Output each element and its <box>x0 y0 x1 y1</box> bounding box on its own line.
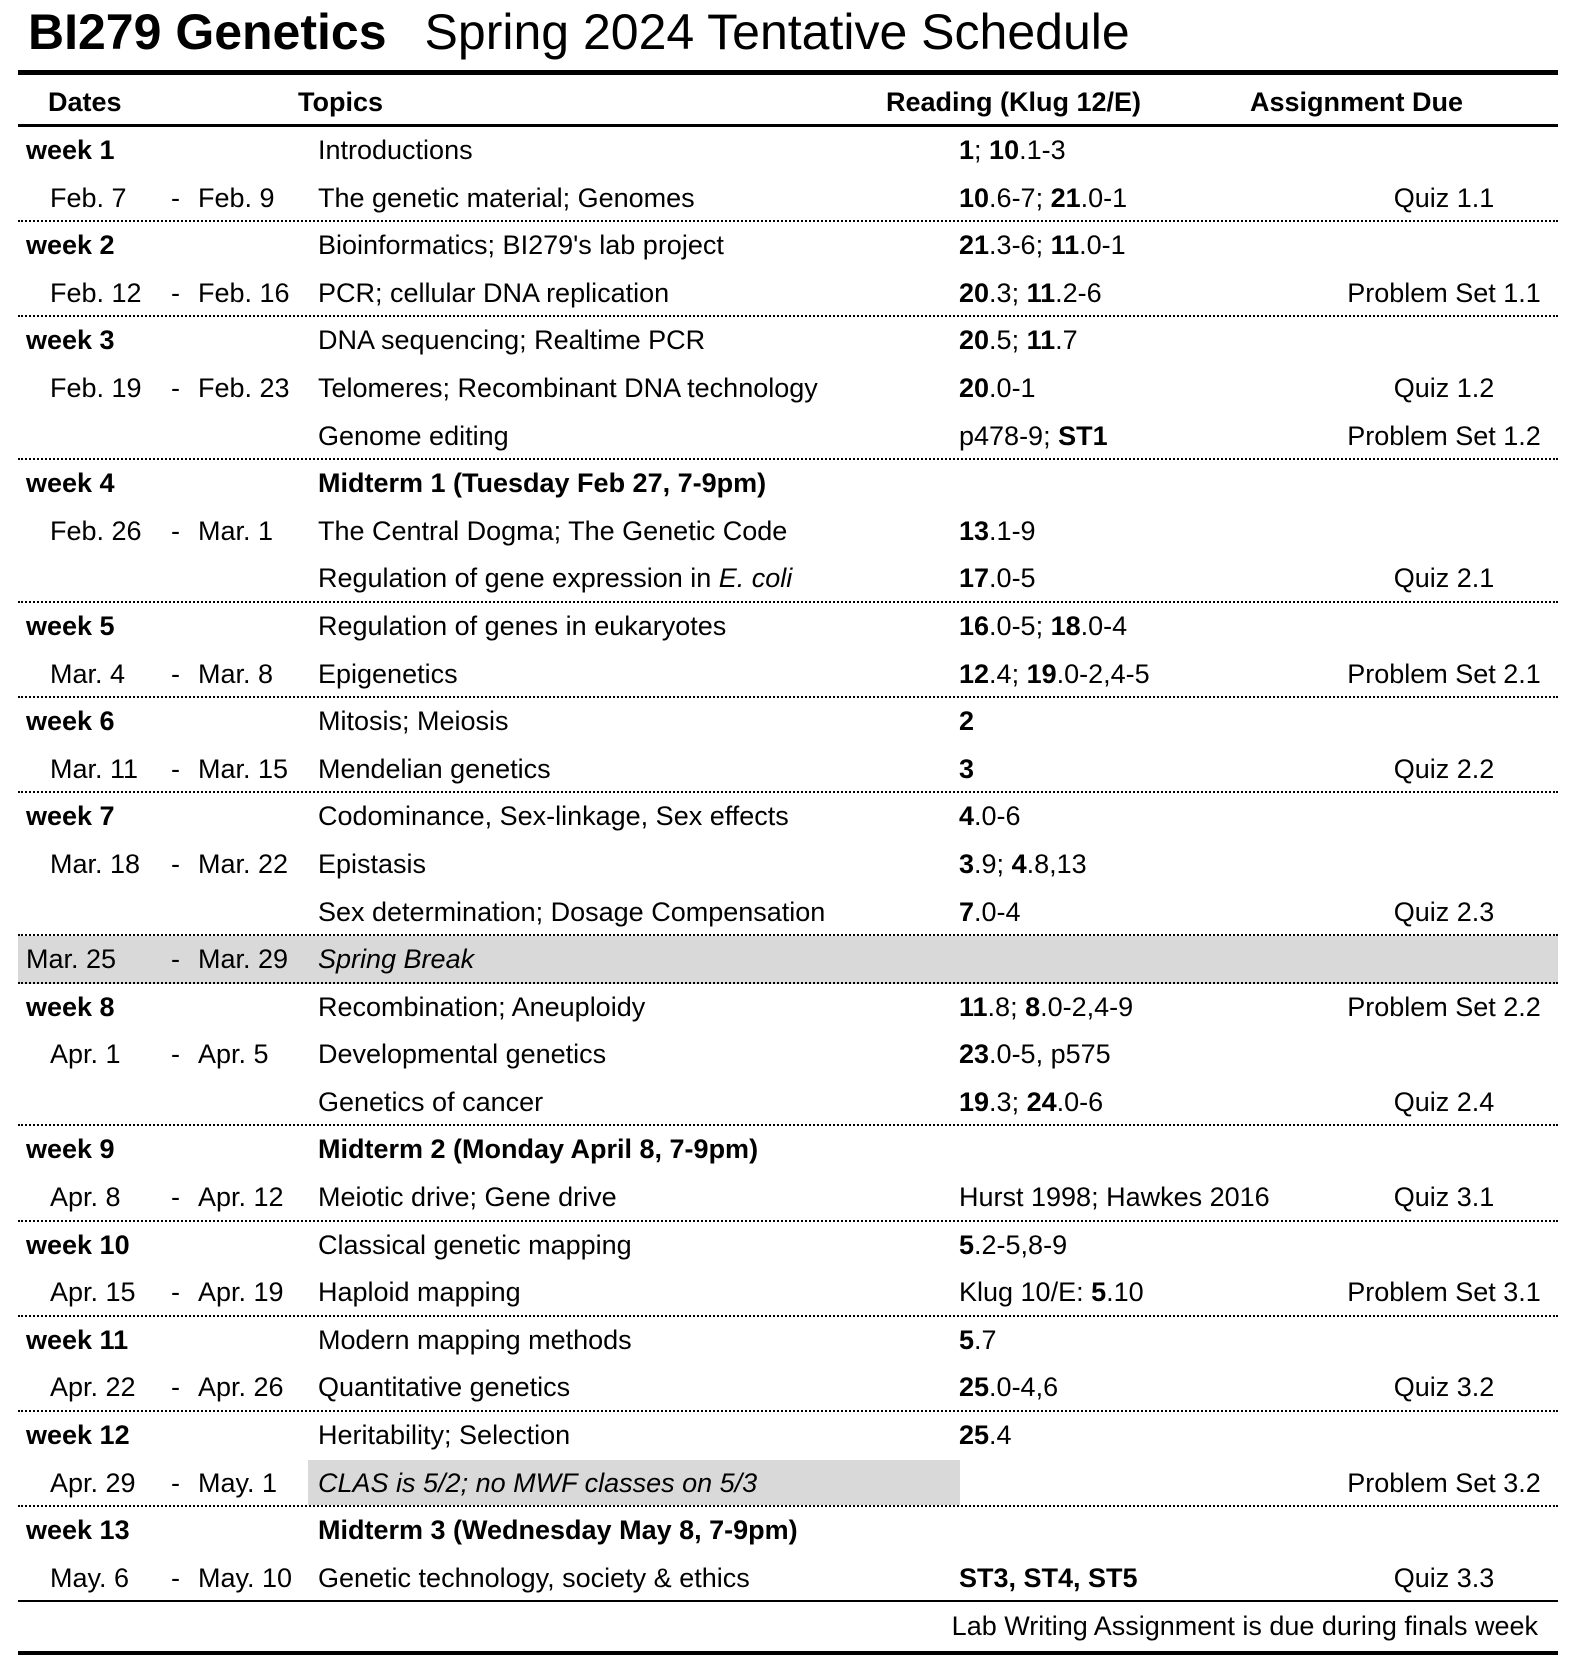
reading-text: .0-5, p575 <box>989 1039 1111 1070</box>
topic-cell <box>318 1507 798 1555</box>
date-end: Mar. 29 <box>198 944 289 975</box>
table-row <box>18 1507 1558 1555</box>
reading-text: 16 <box>959 610 990 641</box>
reading-cell <box>959 651 1150 697</box>
date-start: Feb. 26 <box>50 515 142 546</box>
reading-text: .0-2,4-5 <box>1056 658 1150 689</box>
topic-cell <box>318 317 705 365</box>
reading-text: 11 <box>1050 230 1080 261</box>
topic-text: PCR; cellular DNA replication <box>318 277 670 308</box>
week-label: week 9 <box>26 1134 115 1165</box>
date-start: Feb. 12 <box>50 277 142 308</box>
reading-cell <box>959 317 1078 365</box>
reading-text: .6-7; <box>989 182 1051 213</box>
date-dash: - <box>171 944 180 975</box>
table-row <box>18 1222 1558 1270</box>
week-label: week 11 <box>26 1324 129 1355</box>
reading-text: 20 <box>959 372 990 403</box>
topic-cell <box>318 175 695 221</box>
topic-cell <box>318 1460 757 1508</box>
table-header <box>18 80 1558 124</box>
topic-cell <box>318 1412 570 1460</box>
topic-text: Genetic technology, society & ethics <box>318 1562 750 1593</box>
reading-text: ; <box>974 135 990 165</box>
date-end: Mar. 22 <box>198 848 289 879</box>
week-label: week 6 <box>26 706 115 737</box>
reading-text: .0-6 <box>974 801 1021 832</box>
reading-cell <box>959 127 1066 175</box>
footnote: Lab Writing Assignment is due during finals week <box>951 1611 1538 1641</box>
assignment-due: Problem Set 2.2 <box>1347 991 1541 1022</box>
assignment-due: Quiz 3.2 <box>1393 1372 1495 1403</box>
topic-cell <box>318 936 474 982</box>
topic-text: Regulation of genes in eukaryotes <box>318 610 727 641</box>
reading-text: Klug 10/E: <box>959 1277 1092 1308</box>
topic-cell <box>318 1269 521 1315</box>
topic-text: The Central Dogma; The Genetic Code <box>318 515 788 546</box>
topic-cell <box>318 1317 632 1365</box>
page-title <box>28 0 1130 64</box>
date-dash: - <box>171 1562 180 1593</box>
date-dash: - <box>171 658 180 689</box>
topic-text: Telomeres; Recombinant DNA technology <box>318 372 818 403</box>
header-dates: Dates <box>48 87 122 117</box>
reading-text: .3-6; <box>989 230 1051 261</box>
topic-text: E. coli <box>718 563 793 594</box>
week-label: week 2 <box>26 230 115 261</box>
topic-text: Codominance, Sex-linkage, Sex effects <box>318 801 789 832</box>
reading-text: 3 <box>959 848 975 879</box>
week-label: week 4 <box>26 468 115 499</box>
reading-text: .3; <box>989 277 1027 308</box>
date-start: Apr. 8 <box>50 1182 121 1213</box>
topic-cell <box>318 365 818 413</box>
reading-text: .0-4 <box>1080 610 1128 641</box>
topic-cell <box>318 127 473 175</box>
table-row <box>18 175 1558 223</box>
bottom-rule <box>18 1651 1558 1655</box>
week-label: week 1 <box>26 135 115 165</box>
topic-text: Meiotic drive; Gene drive <box>318 1182 617 1213</box>
reading-text: 20 <box>959 325 990 356</box>
assignment-due: Problem Set 3.1 <box>1347 1277 1541 1308</box>
reading-cell <box>959 1412 1012 1460</box>
date-start: Apr. 29 <box>50 1467 136 1498</box>
reading-text: 20 <box>959 277 990 308</box>
reading-cell <box>959 1269 1144 1315</box>
table-row <box>18 1269 1558 1317</box>
reading-text: .2-6 <box>1055 277 1102 308</box>
table-row <box>18 984 1558 1032</box>
reading-text: .1-3 <box>1019 135 1066 165</box>
assignment-due: Problem Set 2.1 <box>1347 658 1541 689</box>
table-bottom-rule <box>18 1600 1558 1602</box>
topic-cell <box>318 222 724 270</box>
date-end: Feb. 23 <box>198 372 290 403</box>
table-row <box>18 413 1558 461</box>
reading-text: 12 <box>959 658 990 689</box>
table-row <box>18 222 1558 270</box>
reading-text: 4 <box>959 801 975 832</box>
reading-text: .0-5 <box>989 563 1036 594</box>
header-reading: Reading (Klug 12/E) <box>886 87 1142 117</box>
topic-text: Midterm 3 (Wednesday May 8, 7-9pm) <box>318 1515 798 1546</box>
topic-text: Sex determination; Dosage Compensation <box>318 896 826 927</box>
topic-cell <box>318 1174 617 1220</box>
topic-text: Recombination; Aneuploidy <box>318 991 646 1022</box>
reading-text: .9; <box>974 848 1012 879</box>
reading-text: 21 <box>1050 182 1081 213</box>
reading-text: .0-1 <box>1080 182 1128 213</box>
table-row <box>18 1031 1558 1079</box>
date-end: Feb. 9 <box>198 182 275 213</box>
schedule-subtitle: Spring 2024 Tentative Schedule <box>424 4 1130 60</box>
table-row <box>18 270 1558 318</box>
topic-cell <box>318 1555 750 1603</box>
reading-text: 23 <box>959 1039 990 1070</box>
assignment-due: Quiz 2.1 <box>1393 563 1495 594</box>
table-row <box>18 1412 1558 1460</box>
topic-text: Epistasis <box>318 848 427 879</box>
topic-cell <box>318 508 787 556</box>
reading-text: .7 <box>1055 325 1078 356</box>
topic-text: DNA sequencing; Realtime PCR <box>318 325 706 356</box>
topic-text: Classical genetic mapping <box>318 1229 632 1260</box>
schedule-table <box>18 127 1558 1602</box>
date-dash: - <box>171 848 180 879</box>
reading-text: ST3, ST4, ST5 <box>959 1562 1138 1593</box>
reading-cell <box>959 698 974 746</box>
reading-cell <box>959 746 974 792</box>
reading-text: 19 <box>1026 658 1057 689</box>
week-label: week 3 <box>26 325 115 356</box>
table-row <box>18 1555 1558 1603</box>
date-dash: - <box>171 1182 180 1213</box>
reading-text: .0-4 <box>974 896 1021 927</box>
reading-text: 8 <box>1025 991 1041 1022</box>
topic-cell <box>318 698 509 746</box>
topic-cell <box>318 1222 632 1270</box>
date-end: Feb. 16 <box>198 277 290 308</box>
reading-text: 7 <box>959 896 975 927</box>
date-dash: - <box>171 753 180 784</box>
reading-text: p478-9; <box>959 420 1059 451</box>
table-row <box>18 936 1558 984</box>
reading-cell <box>959 603 1127 651</box>
date-dash: - <box>171 1277 180 1308</box>
date-start: Mar. 4 <box>50 658 126 689</box>
topic-cell <box>318 841 426 889</box>
topic-text: Epigenetics <box>318 658 458 689</box>
date-end: Apr. 5 <box>198 1039 269 1070</box>
topic-cell <box>318 603 726 651</box>
reading-text: 17 <box>959 563 990 594</box>
table-row <box>18 317 1558 365</box>
topic-text: Midterm 2 (Monday April 8, 7-9pm) <box>318 1134 759 1165</box>
week-label: week 13 <box>26 1515 130 1546</box>
topic-text: Quantitative genetics <box>318 1372 571 1403</box>
topic-text: Haploid mapping <box>318 1277 521 1308</box>
reading-text: 18 <box>1050 610 1081 641</box>
assignment-due: Quiz 2.3 <box>1393 896 1495 927</box>
reading-text: .0-1 <box>989 372 1036 403</box>
reading-text: .0-4,6 <box>989 1372 1059 1403</box>
reading-text: 1 <box>959 135 975 165</box>
reading-text: 25 <box>959 1372 990 1403</box>
date-end: Mar. 15 <box>198 753 289 784</box>
reading-cell <box>959 889 1021 935</box>
reading-text: 5 <box>959 1229 975 1260</box>
reading-text: .4 <box>989 1420 1012 1451</box>
reading-text: 10 <box>989 135 1020 165</box>
topic-cell <box>318 793 789 841</box>
assignment-due: Problem Set 1.2 <box>1347 420 1541 451</box>
reading-text: 10 <box>959 182 990 213</box>
week-label: week 8 <box>26 991 115 1022</box>
table-row <box>18 1364 1558 1412</box>
reading-cell <box>959 841 1087 889</box>
date-dash: - <box>171 182 180 213</box>
reading-text: 11 <box>959 991 988 1022</box>
date-dash: - <box>171 372 180 403</box>
week-label: week 12 <box>26 1420 130 1451</box>
reading-cell <box>959 365 1036 413</box>
reading-cell <box>959 555 1036 601</box>
date-start: Mar. 11 <box>50 753 139 784</box>
reading-text: .5; <box>989 325 1027 356</box>
reading-cell <box>959 1174 1270 1220</box>
topic-cell <box>318 1364 570 1410</box>
table-row <box>18 603 1558 651</box>
reading-text: .1-9 <box>989 515 1036 546</box>
reading-text: Hurst 1998; Hawkes 2016 <box>959 1182 1270 1213</box>
table-row <box>18 1174 1558 1222</box>
date-dash: - <box>171 1039 180 1070</box>
date-end: Apr. 19 <box>198 1277 284 1308</box>
table-row <box>18 1460 1558 1508</box>
reading-text: .0-5; <box>989 610 1051 641</box>
reading-cell <box>959 1364 1058 1410</box>
assignment-due: Quiz 3.3 <box>1393 1562 1495 1593</box>
table-row <box>18 1126 1558 1174</box>
date-start: May. 6 <box>50 1562 130 1593</box>
reading-cell <box>959 1079 1103 1125</box>
reading-cell <box>959 984 1133 1032</box>
date-end: Mar. 8 <box>198 658 274 689</box>
reading-cell <box>959 413 1108 459</box>
topic-cell <box>318 889 825 935</box>
topic-text: Bioinformatics; BI279's lab project <box>318 230 724 261</box>
week-label: week 10 <box>26 1229 130 1260</box>
date-end: May. 10 <box>198 1562 293 1593</box>
assignment-due: Quiz 1.2 <box>1393 372 1495 403</box>
reading-text: 25 <box>959 1420 990 1451</box>
week-label: week 5 <box>26 610 115 641</box>
course-title: BI279 Genetics <box>28 4 387 60</box>
reading-cell <box>959 1031 1111 1079</box>
date-start: Mar. 18 <box>50 848 141 879</box>
reading-text: .10 <box>1106 1277 1144 1308</box>
date-dash: - <box>171 277 180 308</box>
topic-text: Modern mapping methods <box>318 1324 632 1355</box>
topic-highlight <box>308 1460 960 1506</box>
reading-text: .7 <box>974 1324 997 1355</box>
table-row <box>18 1317 1558 1365</box>
date-end: Mar. 1 <box>198 515 274 546</box>
topic-text: Developmental genetics <box>318 1039 607 1070</box>
top-rule <box>18 70 1558 75</box>
topic-text: Genetics of cancer <box>318 1086 544 1117</box>
table-row <box>18 698 1558 746</box>
topic-cell <box>318 984 645 1032</box>
date-end: May. 1 <box>198 1467 278 1498</box>
topic-cell <box>318 413 509 459</box>
header-assignment: Assignment Due <box>1250 87 1464 117</box>
week-label: week 7 <box>26 801 115 832</box>
topic-text: Heritability; Selection <box>318 1420 571 1451</box>
reading-cell <box>959 1317 997 1365</box>
topic-cell <box>318 651 458 697</box>
topic-text: Mitosis; Meiosis <box>318 706 509 737</box>
topic-cell <box>318 555 792 601</box>
table-row <box>18 127 1558 175</box>
reading-text: 11 <box>1026 325 1056 356</box>
topic-text: Regulation of gene expression in <box>318 563 719 594</box>
date-start: Feb. 7 <box>50 182 127 213</box>
table-row <box>18 460 1558 508</box>
reading-text: ST1 <box>1058 420 1108 451</box>
reading-cell <box>959 508 1036 556</box>
date-end: Apr. 12 <box>198 1182 284 1213</box>
reading-text: 24 <box>1026 1086 1057 1117</box>
topic-cell <box>318 460 766 508</box>
date-dash: - <box>171 1372 180 1403</box>
date-end: Apr. 26 <box>198 1372 284 1403</box>
date-dash: - <box>171 1467 180 1498</box>
date-start: Apr. 1 <box>50 1039 121 1070</box>
topic-text: CLAS is 5/2; no MWF classes on 5/3 <box>318 1467 758 1498</box>
reading-cell <box>959 793 1021 841</box>
table-row <box>18 889 1558 937</box>
reading-text: .0-6 <box>1056 1086 1104 1117</box>
reading-text: .2-5,8-9 <box>974 1229 1068 1260</box>
table-row <box>18 746 1558 794</box>
table-row <box>18 365 1558 413</box>
date-dash: - <box>171 515 180 546</box>
table-row <box>18 555 1558 603</box>
reading-cell <box>959 1222 1067 1270</box>
topic-cell <box>318 270 669 316</box>
reading-text: .3; <box>989 1086 1027 1117</box>
reading-text: 5 <box>959 1324 975 1355</box>
assignment-due: Quiz 2.4 <box>1393 1086 1495 1117</box>
reading-text: 3 <box>959 753 975 784</box>
assignment-due: Quiz 1.1 <box>1393 182 1495 213</box>
topic-cell <box>318 1126 758 1174</box>
assignment-due: Problem Set 1.1 <box>1347 277 1541 308</box>
topic-text: Genome editing <box>318 420 509 451</box>
topic-text: Midterm 1 (Tuesday Feb 27, 7-9pm) <box>318 468 767 499</box>
reading-text: .4; <box>989 658 1027 689</box>
table-row <box>18 508 1558 556</box>
reading-cell <box>959 175 1127 221</box>
topic-text: The genetic material; Genomes <box>318 182 695 213</box>
reading-text: 5 <box>1091 1277 1107 1308</box>
topic-text: Introductions <box>318 135 473 165</box>
reading-text: 11 <box>1026 277 1056 308</box>
table-row <box>18 793 1558 841</box>
reading-text: 13 <box>959 515 990 546</box>
topic-text: Mendelian genetics <box>318 753 551 784</box>
reading-text: .0-2,4-9 <box>1040 991 1134 1022</box>
table-row <box>18 841 1558 889</box>
reading-text: 21 <box>959 230 990 261</box>
topic-text: Spring Break <box>318 944 475 975</box>
reading-text: .0-1 <box>1079 230 1126 261</box>
date-start: Mar. 25 <box>26 944 117 975</box>
reading-cell <box>959 1555 1138 1603</box>
reading-text: .8,13 <box>1026 848 1087 879</box>
reading-cell <box>959 222 1126 270</box>
topic-cell <box>318 1079 543 1125</box>
reading-text: .8; <box>987 991 1026 1022</box>
assignment-due: Problem Set 3.2 <box>1347 1467 1541 1498</box>
reading-text: 2 <box>959 706 975 737</box>
topic-cell <box>318 1031 606 1079</box>
reading-text: 4 <box>1011 848 1027 879</box>
date-start: Apr. 15 <box>50 1277 136 1308</box>
date-start: Apr. 22 <box>50 1372 136 1403</box>
table-row <box>18 1079 1558 1127</box>
topic-cell <box>318 746 551 792</box>
reading-text: 19 <box>959 1086 990 1117</box>
date-start: Feb. 19 <box>50 372 142 403</box>
assignment-due: Quiz 3.1 <box>1393 1182 1495 1213</box>
assignment-due: Quiz 2.2 <box>1393 753 1495 784</box>
table-row <box>18 651 1558 699</box>
reading-cell <box>959 270 1102 316</box>
header-topics: Topics <box>298 87 384 117</box>
